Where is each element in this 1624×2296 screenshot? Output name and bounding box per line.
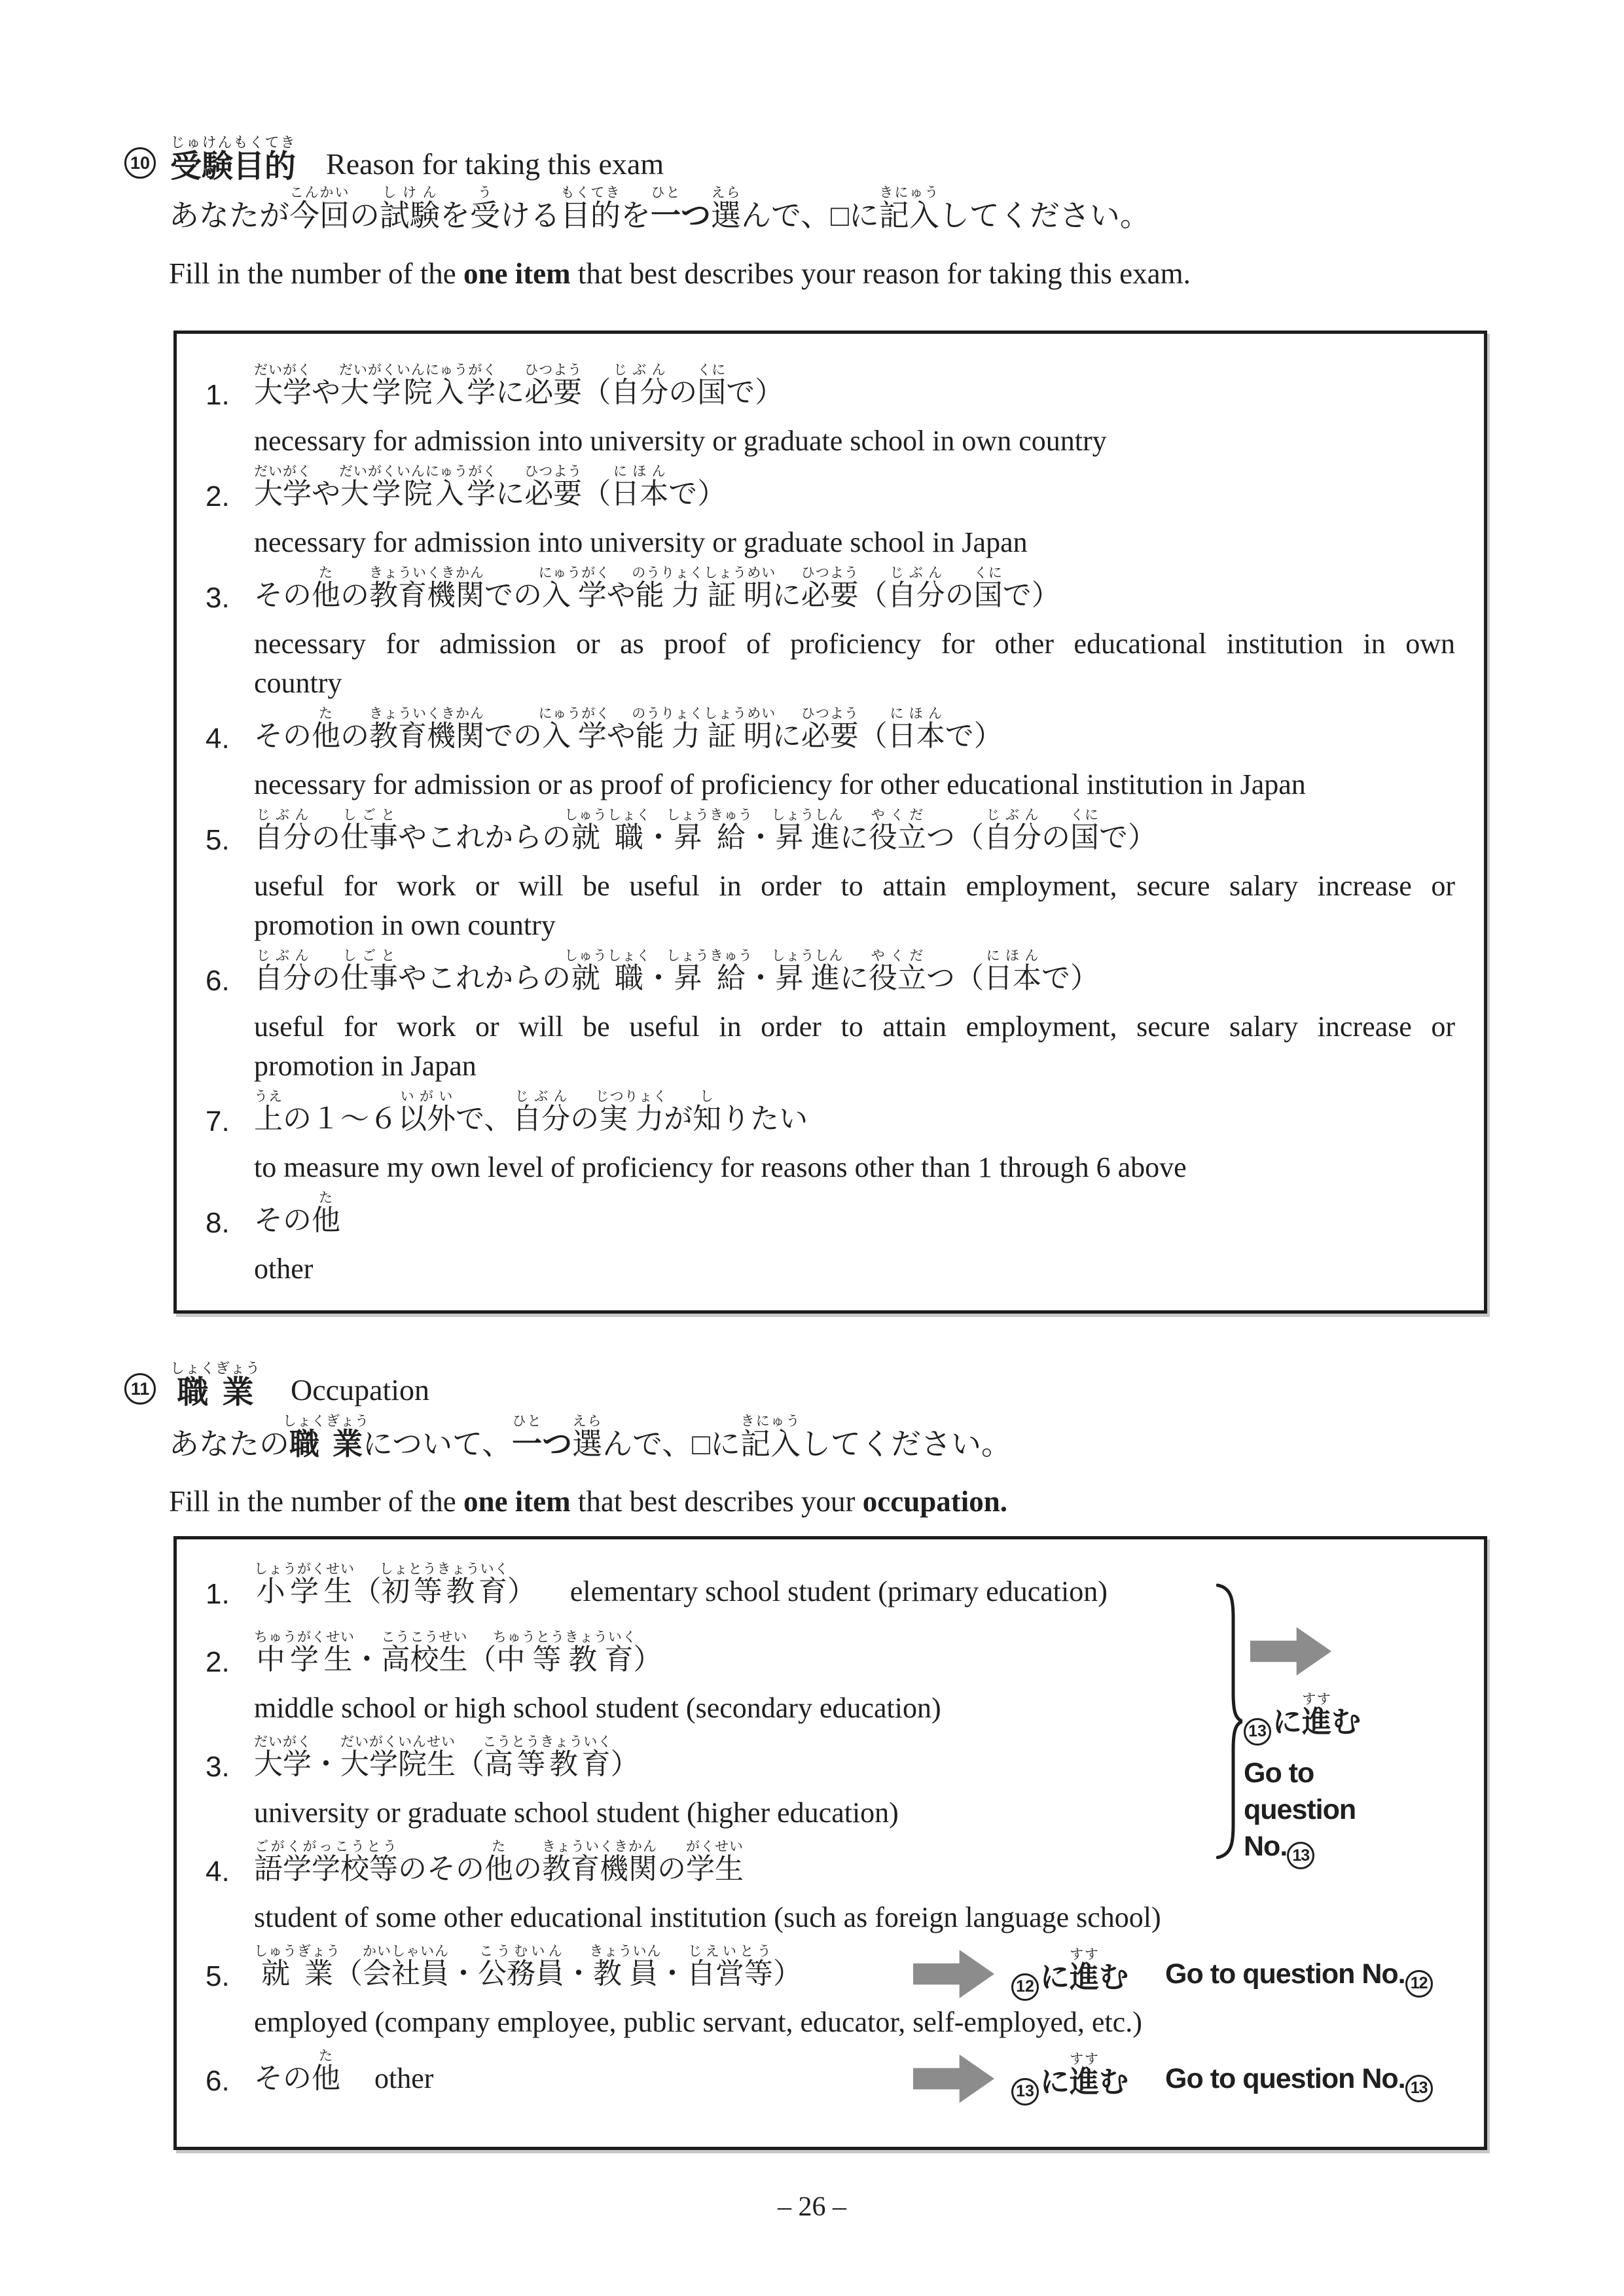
item-japanese: [254, 1089, 1455, 1148]
ruby-segment: 小学生しょうがくせい: [254, 1562, 355, 1607]
text-segment: ・: [312, 1748, 340, 1780]
goto-en: [1165, 1945, 1433, 2003]
text-segment: ・: [352, 1643, 382, 1676]
list-item: [206, 464, 1455, 562]
item-japanese: [254, 1630, 1455, 1689]
text-segment: で）: [1002, 579, 1060, 611]
text-segment: に: [772, 720, 801, 752]
arrow-right-icon: [913, 2054, 994, 2103]
text-segment: ・: [644, 962, 673, 994]
text-segment: （: [858, 579, 888, 611]
text-segment: ）: [507, 1575, 536, 1607]
item-english-inline: elementary school student (primary education): [569, 1575, 1108, 1607]
ruby-segment: 必要ひつよう: [801, 565, 859, 611]
ruby-segment: 自分じぶん: [254, 948, 312, 994]
goto-annotation: [913, 2050, 1433, 2108]
ruby-segment: 自分じぶん: [984, 808, 1041, 853]
circled-number-13: 13: [1244, 1718, 1271, 1746]
text-segment: の: [668, 376, 698, 408]
ruby-segment: 入学にゅうがく: [538, 706, 611, 752]
ruby-segment: 大学だいがく: [254, 1734, 312, 1780]
item-english: promotion in own country: [254, 909, 556, 941]
ruby-segment: 自分じぶん: [887, 565, 945, 611]
section10-instruction-en: [169, 257, 1191, 291]
text-segment: つ: [542, 1427, 573, 1461]
list-item: [206, 706, 1455, 804]
text-segment: ける: [500, 198, 560, 232]
text-segment: りたい: [721, 1103, 808, 1135]
ruby-segment: 入学にゅうがく: [538, 565, 611, 611]
text-segment: ）: [773, 1958, 802, 1990]
item-content: [254, 363, 1455, 461]
list-item: [206, 2049, 1455, 2110]
text-segment: その: [254, 1204, 312, 1236]
text-segment: む: [1099, 2065, 1129, 2099]
reason-options-box: [173, 331, 1487, 1314]
text-segment: の: [570, 1103, 600, 1135]
list-item: [206, 1630, 1455, 1728]
ruby-segment: 他た: [312, 565, 340, 611]
item-content: [254, 1562, 1455, 1623]
ruby-segment: 進すす: [1070, 2052, 1100, 2099]
list-item: [206, 1089, 1455, 1187]
text-segment: ）: [633, 1643, 662, 1676]
section11-title-en: Occupation: [291, 1373, 430, 1407]
section10-title-en: Reason for taking this exam: [326, 147, 664, 181]
item-content: [254, 706, 1455, 804]
page-number: – 26 –: [778, 2192, 846, 2222]
ruby-segment: 学生がくせい: [686, 1839, 744, 1885]
ruby-segment: 自分じぶん: [513, 1089, 571, 1135]
item-number: 6.: [206, 2065, 230, 2097]
ruby-segment: 受験目的じゅけんもくてき: [170, 134, 297, 184]
text-segment: that best describes your reason for taking this exam.: [570, 257, 1191, 290]
ruby-segment: 必要ひつよう: [524, 363, 583, 408]
ruby-segment: 初等教育しょとうきょういく: [379, 1562, 509, 1607]
text-segment: での: [484, 720, 542, 752]
list-item: [206, 1191, 1455, 1289]
text-segment: の: [1041, 821, 1070, 853]
ruby-segment: 大学だいがく: [254, 363, 312, 408]
item-content: [254, 2049, 1455, 2110]
text-segment: Go to question No.: [1165, 2063, 1405, 2094]
text-segment: ・: [449, 1958, 478, 1990]
text-segment: や: [606, 579, 636, 611]
item-content: [254, 808, 1455, 945]
ruby-segment: 選えら: [572, 1414, 603, 1461]
ruby-segment: 大学だいがく: [254, 464, 312, 510]
arrow-right-icon: [913, 1950, 994, 1998]
ruby-segment: 他た: [484, 1839, 513, 1885]
text-segment: （: [582, 478, 611, 510]
text-segment: ）: [610, 1748, 640, 1780]
text-segment: が: [664, 1103, 693, 1135]
list-item: [206, 1562, 1455, 1623]
item-english: useful for work or will be useful in order to attain employment, secure salary increase or: [254, 1011, 1455, 1043]
text-segment: ・: [564, 1958, 593, 1990]
ruby-segment: 大学院入学だいがくいんにゅうがく: [338, 363, 497, 408]
ruby-segment: 記入きにゅう: [878, 185, 939, 232]
ruby-segment: 実力じつりょく: [595, 1089, 668, 1135]
section11-header: [124, 1360, 429, 1408]
item-english: university or graduate school student (higher education): [254, 1797, 899, 1829]
text-segment: の１～６: [283, 1103, 398, 1135]
ruby-segment: 目的もくてき: [560, 185, 621, 232]
text-segment: やこれからの: [398, 821, 571, 853]
item-english-inline: other: [374, 2062, 434, 2094]
text-segment: や: [312, 376, 340, 408]
ruby-segment: 日本にほん: [984, 948, 1041, 994]
item-content: [254, 464, 1455, 562]
list-item: [206, 948, 1455, 1086]
text-segment: に: [496, 478, 525, 510]
ruby-segment: 必要ひつよう: [524, 464, 583, 510]
item-english: employed (company employee, public servant, educator, self-employed, etc.): [254, 2006, 1142, 2038]
text-segment: で）: [1099, 821, 1157, 853]
text-segment: で、: [456, 1103, 513, 1135]
ruby-segment: 以外いがい: [398, 1089, 456, 1135]
item-content: [254, 948, 1455, 1086]
ruby-segment: 国くに: [973, 565, 1003, 611]
text-segment: that best describes your: [570, 1485, 863, 1518]
ruby-segment: 他た: [312, 706, 340, 752]
ruby-segment: 試験しけん: [380, 185, 440, 232]
text-segment: one item: [463, 257, 571, 290]
ruby-segment: 自分じぶん: [254, 808, 312, 853]
text-segment: の: [340, 720, 369, 752]
text-segment: （: [352, 1575, 382, 1607]
item-number: 3.: [206, 1751, 230, 1783]
text-segment: Go to question No.: [1165, 1958, 1405, 1990]
text-segment: での: [484, 579, 542, 611]
text-segment: で）: [1041, 962, 1099, 994]
item-content: [254, 1839, 1455, 1937]
item-number: 3.: [206, 582, 230, 614]
ruby-segment: 日本にほん: [887, 706, 945, 752]
ruby-segment: 一ひと: [651, 185, 681, 232]
item-content: [254, 1191, 1455, 1289]
item-japanese: [254, 808, 1455, 867]
text-segment: occupation.: [862, 1485, 1008, 1518]
text-segment: （: [582, 376, 611, 408]
text-segment: の: [945, 579, 974, 611]
text-segment: に: [1040, 1960, 1070, 1994]
ruby-segment: 他た: [312, 2049, 340, 2094]
circled-number-13: 13: [1405, 2075, 1433, 2102]
text-segment: つ: [681, 198, 711, 232]
text-segment: ・: [746, 821, 775, 853]
circled-number-13: 13: [1287, 1842, 1314, 1869]
text-segment: （: [456, 1748, 484, 1780]
text-segment: に: [496, 376, 525, 408]
list-item: [206, 1734, 1455, 1833]
text-segment: に: [772, 579, 801, 611]
text-segment: つ（: [926, 962, 984, 994]
item-english: necessary for admission into university or graduate school in own country: [254, 425, 1107, 457]
text-segment: に: [1040, 2065, 1070, 2099]
item-number: 5.: [206, 824, 230, 856]
item-japanese: [254, 1944, 1455, 2003]
item-japanese: [254, 464, 1455, 523]
ruby-segment: 高等教育こうとうきょういく: [482, 1734, 613, 1780]
item-japanese: [254, 565, 1455, 624]
ruby-segment: 職業しょくぎょう: [170, 1360, 261, 1410]
ruby-segment: 就職しゅうしょく: [564, 948, 651, 994]
text-segment: について、: [363, 1427, 513, 1461]
ruby-segment: 受う: [470, 185, 500, 232]
item-japanese: [254, 1191, 1455, 1249]
goto-ja: [1011, 2052, 1128, 2106]
item-number: 7.: [206, 1105, 230, 1138]
item-japanese: [254, 2049, 1455, 2108]
text-segment: の: [350, 198, 380, 232]
ruby-segment: 必要ひつよう: [801, 706, 859, 752]
text-segment: ・: [644, 821, 673, 853]
ruby-segment: 役立やくだ: [869, 808, 926, 853]
ruby-segment: 選えら: [711, 185, 741, 232]
ruby-segment: 昇進しょうしん: [771, 808, 844, 853]
item-number: 8.: [206, 1207, 230, 1239]
item-english: student of some other educational institution (such as foreign language school): [254, 1901, 1161, 1933]
circled-number-10: 10: [124, 147, 156, 179]
text-segment: で）: [668, 478, 727, 510]
item-english: country: [254, 667, 342, 699]
ruby-segment: 国くに: [1070, 808, 1099, 853]
section10-instruction-ja: [169, 185, 1150, 230]
ruby-segment: 中等教育ちゅうとうきょういく: [492, 1630, 637, 1676]
ruby-segment: 一ひと: [512, 1414, 543, 1461]
ruby-segment: 仕事しごと: [340, 808, 398, 853]
text-segment: や: [606, 720, 636, 752]
text-segment: む: [1099, 1960, 1129, 1994]
ruby-segment: 知し: [693, 1089, 722, 1135]
text-segment: んで、□に: [741, 198, 879, 232]
item-japanese: [254, 948, 1455, 1007]
item-english: necessary for admission into university or graduate school in Japan: [254, 526, 1028, 558]
section11-instruction-en: [169, 1484, 1007, 1518]
item-content: [254, 565, 1455, 703]
text-segment: してください。: [801, 1427, 1012, 1461]
ruby-segment: 記入きにゅう: [740, 1414, 801, 1461]
text-segment: Fill in the number of the: [169, 1485, 463, 1518]
text-segment: つ（: [926, 821, 984, 853]
ruby-segment: 中学生ちゅうがくせい: [254, 1630, 355, 1676]
ruby-segment: 公務員こうむいん: [478, 1944, 564, 1990]
text-segment: で）: [945, 720, 1003, 752]
text-segment: の: [312, 962, 340, 994]
text-segment: や: [312, 478, 340, 510]
item-japanese: [254, 706, 1455, 765]
item-number: 4.: [206, 723, 230, 755]
text-segment: に: [1272, 1705, 1303, 1738]
text-segment: の: [340, 579, 369, 611]
ruby-segment: 高校生こうこうせい: [381, 1630, 468, 1676]
item-japanese: [254, 1734, 1455, 1793]
text-segment: んで、□に: [602, 1427, 741, 1461]
ruby-segment: 就職しゅうしょく: [564, 808, 651, 853]
item-number: 4.: [206, 1856, 230, 1888]
ruby-segment: 自分じぶん: [611, 363, 669, 408]
text-segment: の: [513, 1853, 542, 1885]
item-english: necessary for admission or as proof of proficiency for other educational institution in own: [254, 628, 1455, 660]
text-segment: ・: [658, 1958, 687, 1990]
item-english: necessary for admission or as proof of proficiency for other educational institution in Japan: [254, 768, 1306, 800]
text-segment: （: [858, 720, 888, 752]
list-item: [206, 1839, 1455, 1937]
text-segment: に: [840, 821, 869, 853]
item-number: 2.: [206, 480, 230, 512]
item-number: 6.: [206, 965, 230, 997]
item-japanese: [254, 1562, 1455, 1621]
ruby-segment: 進すす: [1302, 1692, 1332, 1738]
ruby-segment: 昇給しょうきゅう: [666, 948, 753, 994]
ruby-segment: 教育機関きょういくきかん: [542, 1839, 657, 1885]
item-content: [254, 1734, 1455, 1833]
ruby-segment: 上うえ: [254, 1089, 283, 1135]
ruby-segment: 教員きょういん: [589, 1944, 662, 1990]
item-number: 1.: [206, 1578, 230, 1610]
item-content: [254, 1630, 1455, 1728]
text-segment: ・: [746, 962, 775, 994]
text-segment: その: [254, 2062, 312, 2094]
ruby-segment: 大学院入学だいがくいんにゅうがく: [338, 464, 497, 510]
goto-annotation: [913, 1945, 1433, 2003]
item-number: 2.: [206, 1646, 230, 1678]
item-english: to measure my own level of proficiency for reasons other than 1 through 6 above: [254, 1151, 1187, 1183]
text-segment: を: [440, 198, 470, 232]
occupation-options-box: [173, 1536, 1487, 2150]
text-segment: に: [840, 962, 869, 994]
text-segment: のその: [398, 1853, 484, 1885]
text-segment: No.: [1244, 1830, 1288, 1862]
ruby-segment: 大学院生だいがくいんせい: [340, 1734, 456, 1780]
item-japanese: [254, 1839, 1455, 1898]
goto-ja: [1011, 1947, 1128, 2001]
ruby-segment: 就業しゅうぎょう: [254, 1944, 340, 1990]
section11-instruction-ja: [169, 1414, 1011, 1459]
ruby-segment: 進すす: [1070, 1947, 1100, 1994]
section11-title-ja: [170, 1360, 261, 1408]
text-segment: で）: [726, 376, 784, 408]
item-japanese: [254, 363, 1455, 422]
item-english: useful for work or will be useful in order to attain employment, secure salary increase or: [254, 870, 1455, 902]
text-segment: （: [467, 1643, 497, 1676]
ruby-segment: 職業しょくぎょう: [283, 1414, 369, 1461]
text-segment: その: [254, 720, 312, 752]
section10-title-ja: [170, 134, 296, 183]
ruby-segment: 役立やくだ: [869, 948, 926, 994]
ruby-segment: 会社員かいしゃいん: [363, 1944, 449, 1990]
ruby-segment: 自営等じえいとう: [687, 1944, 773, 1990]
list-item: [206, 363, 1455, 461]
ruby-segment: 語学学校等ごがくがっこうとう: [254, 1839, 398, 1885]
ruby-segment: 日本にほん: [611, 464, 669, 510]
text-segment: Fill in the number of the: [169, 257, 463, 290]
circled-number-11: 11: [124, 1373, 156, 1405]
text-segment: の: [312, 821, 340, 853]
item-content: [254, 1944, 1455, 2042]
text-segment: あなたの: [169, 1427, 289, 1461]
ruby-segment: 能力証明のうりょくしょうめい: [632, 706, 776, 752]
item-content: [254, 1089, 1455, 1187]
text-segment: あなたが: [169, 198, 289, 232]
ruby-segment: 教育機関きょういくきかん: [369, 706, 484, 752]
list-item: [206, 808, 1455, 945]
ruby-segment: 国くに: [697, 363, 727, 408]
item-english: promotion in Japan: [254, 1050, 477, 1082]
text-segment: の: [657, 1853, 686, 1885]
ruby-segment: 他た: [312, 1191, 340, 1236]
ruby-segment: 教育機関きょういくきかん: [369, 565, 484, 611]
ruby-segment: 昇進しょうしん: [771, 948, 844, 994]
ruby-segment: 能力証明のうりょくしょうめい: [632, 565, 776, 611]
circled-number-12: 12: [1405, 1970, 1433, 1998]
text-segment: む: [1331, 1705, 1362, 1738]
text-segment: を: [621, 198, 651, 232]
text-segment: やこれからの: [398, 962, 571, 994]
item-number: 1.: [206, 379, 230, 411]
text-segment: （: [334, 1958, 363, 1990]
item-english: other: [254, 1253, 314, 1285]
text-segment: question: [1244, 1793, 1356, 1825]
goto-en: [1165, 2050, 1433, 2108]
text-segment: その: [254, 579, 312, 611]
text-segment: Go to: [1244, 1757, 1314, 1789]
list-item: [206, 565, 1455, 703]
section10-header: [124, 134, 664, 183]
ruby-segment: 今回こんかい: [289, 185, 350, 232]
list-item: [206, 1944, 1455, 2042]
item-number: 5.: [206, 1960, 230, 1992]
circled-number-13: 13: [1011, 2078, 1039, 2106]
ruby-segment: 昇給しょうきゅう: [666, 808, 753, 853]
ruby-segment: 仕事しごと: [340, 948, 398, 994]
text-segment: してください。: [939, 198, 1150, 232]
text-segment: one item: [463, 1485, 571, 1518]
item-english: middle school or high school student (secondary education): [254, 1692, 941, 1724]
circled-number-12: 12: [1011, 1973, 1039, 2001]
